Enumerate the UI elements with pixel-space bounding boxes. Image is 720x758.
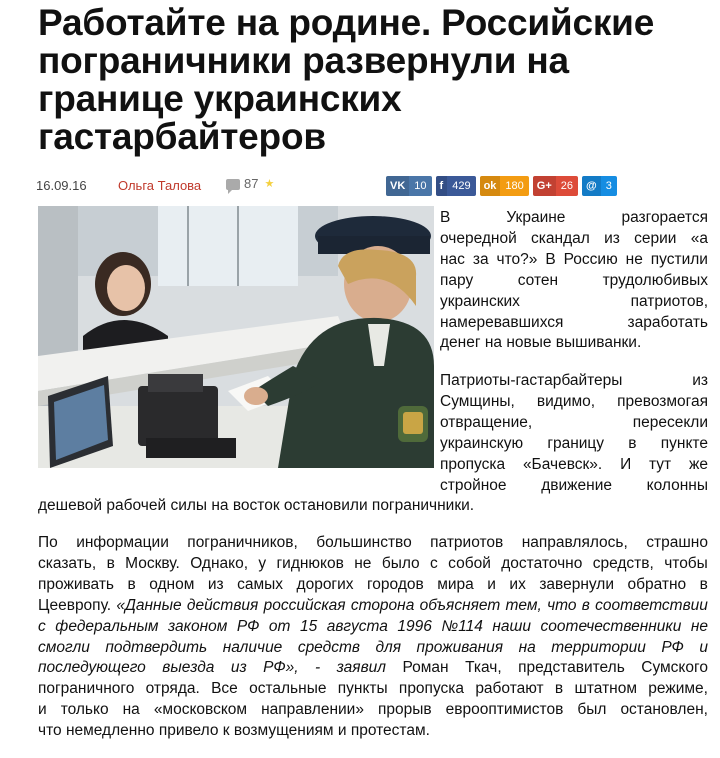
share-button-moimir[interactable]	[582, 176, 617, 196]
text-line: что немедленно привело к возмущениям и протестам.	[38, 722, 430, 740]
text-line: стройное движение колонны	[440, 476, 708, 494]
text-line: сказать, в Москву. Однако, у гиднюков не было с собой достаточно средств, чтобы	[38, 554, 708, 572]
share-count: 10	[414, 180, 427, 192]
article-photo	[38, 206, 434, 468]
text-line: пограничного отряда. Все остальные пункты пропуска работают в штатном режиме,	[38, 680, 708, 698]
text-line: Цеевропу. «Данные действия российская сторона объясняет тем, что в соответствии	[38, 596, 708, 614]
moimir-icon: @	[582, 176, 601, 196]
comment-icon	[226, 179, 240, 190]
text-line: украинскую границу в пункте	[440, 434, 708, 452]
text-line: По информации пограничников, большинство патриотов направлялось, страшно	[38, 534, 708, 551]
share-count: 429	[452, 180, 471, 192]
share-count: 180	[505, 180, 524, 192]
text-line: и только на «московском направлении» прорыв еврооптимистов был остановлен,	[38, 701, 708, 719]
share-count: 3	[605, 180, 612, 192]
odnoklassniki-icon: ok	[480, 176, 501, 196]
share-button-odnoklassniki[interactable]	[480, 176, 529, 196]
author-link[interactable]: Ольга Талова	[118, 178, 202, 193]
publish-date: 16.09.16	[36, 178, 87, 193]
article-headline: Работайте на родине. Российские пограничники развернули на границе украинских гастарбайтеров	[38, 2, 655, 157]
share-count: 26	[560, 180, 573, 192]
text-line: отвращение, пересекли	[440, 413, 708, 431]
comments-count: 87	[244, 176, 259, 191]
share-button-vk[interactable]	[386, 176, 432, 196]
comments-counter[interactable]	[226, 176, 274, 191]
text-line: Патриоты-гастарбайтеры из	[440, 372, 708, 389]
text-line: смогли подтвердить наличие средств для проживания на территории РФ и	[38, 638, 708, 656]
text-line: дешевой рабочей силы на восток остановили пограничники.	[38, 497, 475, 515]
text-line: Сумщины, видимо, превозмогая	[440, 392, 708, 410]
text-line: нас за что?» В Россию не пустили	[440, 250, 708, 268]
share-button-googleplus[interactable]	[533, 176, 578, 196]
star-icon: ★	[264, 178, 275, 190]
text-line: проживать в одном из самых дорогих городов мира и их завернули обратно в	[38, 575, 708, 593]
border-control-photo	[38, 206, 434, 468]
facebook-icon: f	[436, 176, 448, 196]
text-line: пару сотен трудолюбивых	[440, 271, 708, 289]
text-line: с федеральным законом РФ от 15 августа 1996 №114 наши соотечественники не	[38, 617, 708, 635]
text-line: намеревавшихся заработать	[440, 313, 708, 331]
text-line: пропуска «Бачевск». И тут же	[440, 455, 708, 473]
text-line: украинских патриотов,	[440, 292, 708, 310]
share-buttons	[386, 176, 617, 196]
text-line: денег на новые вышиванки.	[440, 334, 642, 352]
text-line: В Украине разгорается	[440, 209, 708, 226]
text-line: очередной скандал из серии «а	[440, 229, 708, 247]
share-button-facebook[interactable]	[436, 176, 476, 196]
vk-icon: VK	[386, 176, 409, 196]
googleplus-icon: G+	[533, 176, 556, 196]
text-line: последующего выезда из РФ», - заявил Роман Ткач, представитель Сумского	[38, 659, 708, 677]
